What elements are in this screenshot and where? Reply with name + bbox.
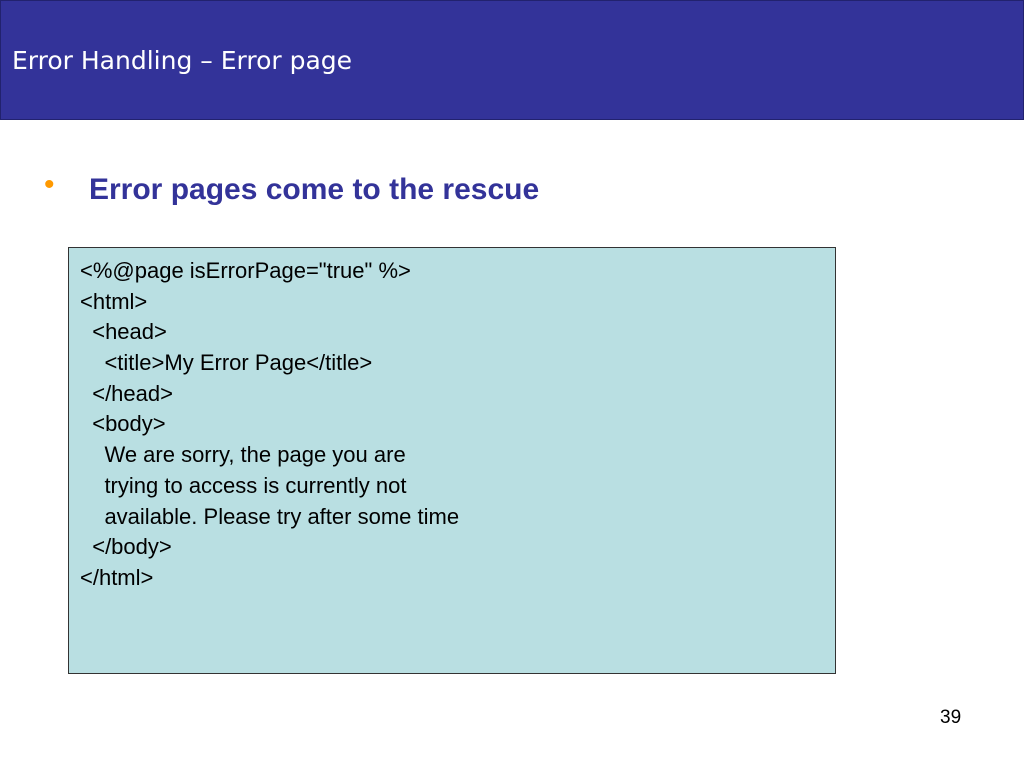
code-line: </body> bbox=[80, 534, 172, 560]
code-line: <body> bbox=[80, 411, 166, 437]
code-line: </html> bbox=[80, 564, 154, 590]
code-line: </head> bbox=[80, 380, 173, 406]
code-line: <title>My Error Page</title> bbox=[80, 350, 373, 376]
code-block bbox=[68, 247, 836, 674]
slide-title: Error Handling – Error page bbox=[12, 46, 353, 75]
code-line: <%@page isErrorPage="true" %> bbox=[80, 258, 411, 283]
code-line: <html> bbox=[80, 288, 148, 314]
bullet-marker: • bbox=[44, 168, 55, 201]
bullet-item bbox=[44, 168, 539, 212]
code-line: <head> bbox=[80, 319, 167, 345]
page-number: 39 bbox=[940, 707, 962, 728]
title-bar bbox=[0, 0, 1024, 120]
code-line: available. Please try after some time bbox=[80, 503, 460, 529]
code-line: trying to access is currently not bbox=[80, 472, 407, 498]
code-line: We are sorry, the page you are bbox=[80, 442, 406, 468]
code-lines bbox=[80, 256, 459, 594]
bullet-text: Error pages come to the rescue bbox=[89, 173, 540, 206]
